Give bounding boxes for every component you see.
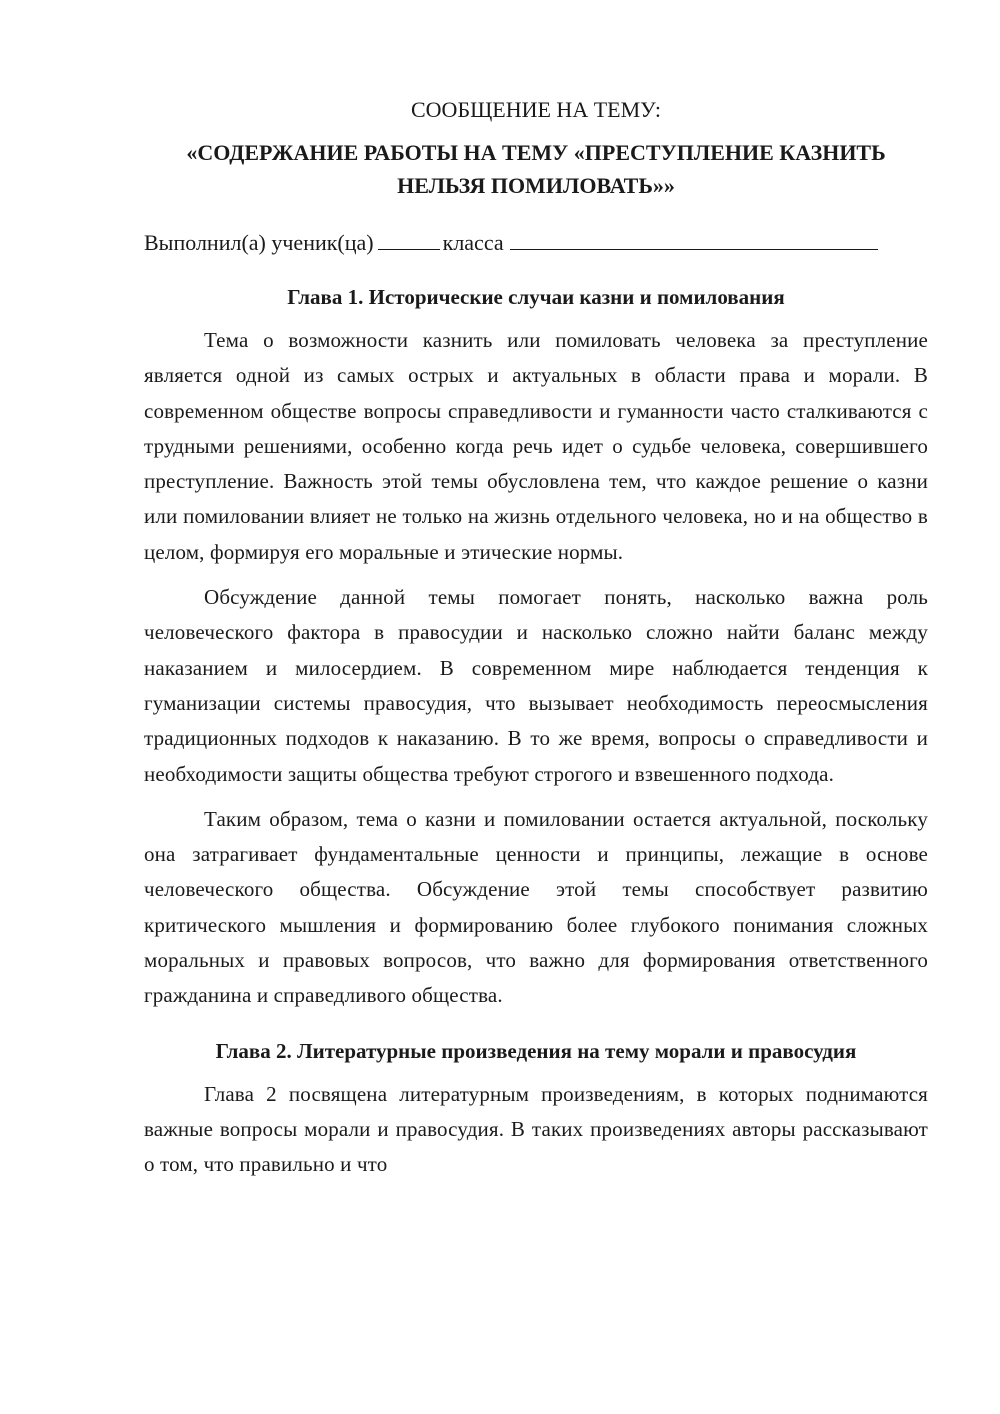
chapter-1-heading: Глава 1. Исторические случаи казни и помилования xyxy=(287,285,785,309)
chapter-2-paragraph-1: Глава 2 посвящена литературным произведениям, в которых поднимаются важные вопросы морали и правосудия. В таких произведениях авторы рассказывают о том, что правильно и что xyxy=(144,1081,928,1177)
class-number-blank xyxy=(378,229,440,250)
performed-by-label: Выполнил(а) ученик(ца) xyxy=(144,230,374,255)
chapter-1-paragraph-1: Тема о возможности казнить или помиловать человека за преступление является одной из самых острых и актуальных в области права и морали. В современном обществе вопросы справедливости и гуманности часто сталкиваются с трудными решениями, особенно когда речь идет о судьбе человека, совершившего преступление. Важность этой темы обусловлена тем, что каждое решение о казни или помиловании влияет не только на жизнь отдельного человека, но и на общество в целом, формируя его моральные и этические нормы. xyxy=(144,328,928,564)
author-line xyxy=(144,225,928,260)
document-title xyxy=(144,136,928,202)
document-page xyxy=(144,92,928,1193)
student-name-blank xyxy=(510,229,878,250)
class-label: класса xyxy=(442,230,504,255)
document-title-line-1: «СОДЕРЖАНИЕ РАБОТЫ НА ТЕМУ «ПРЕСТУПЛЕНИЕ КАЗНИТЬ xyxy=(186,140,886,165)
chapter-1-paragraph-3: Таким образом, тема о казни и помиловании остается актуальной, поскольку она затрагивает фундаментальные ценности и принципы, лежащие в основе человеческого общества. Обсуждение этой темы способствует развитию критического мышления и формированию более глубокого понимания сложных моральных и правовых вопросов, что важно для формирования ответственного гражданина и справедливого общества. xyxy=(144,806,928,1008)
chapter-2-heading: Глава 2. Литературные произведения на тему морали и правосудия xyxy=(215,1038,857,1063)
chapter-1-paragraph-2: Обсуждение данной темы помогает понять, насколько важна роль человеческого фактора в правосудии и насколько сложно найти баланс между наказанием и милосердием. В современном мире наблюдается тенденция к гуманизации системы правосудия, что вызывает необходимость переосмысления традиционных подходов к наказанию. В то же время, вопросы о справедливости и необходимости защиты общества требуют строгого и взвешенного подхода. xyxy=(144,585,928,786)
document-label: СООБЩЕНИЕ НА ТЕМУ: xyxy=(411,97,661,122)
document-title-line-2: НЕЛЬЗЯ ПОМИЛОВАТЬ»» xyxy=(397,173,675,198)
